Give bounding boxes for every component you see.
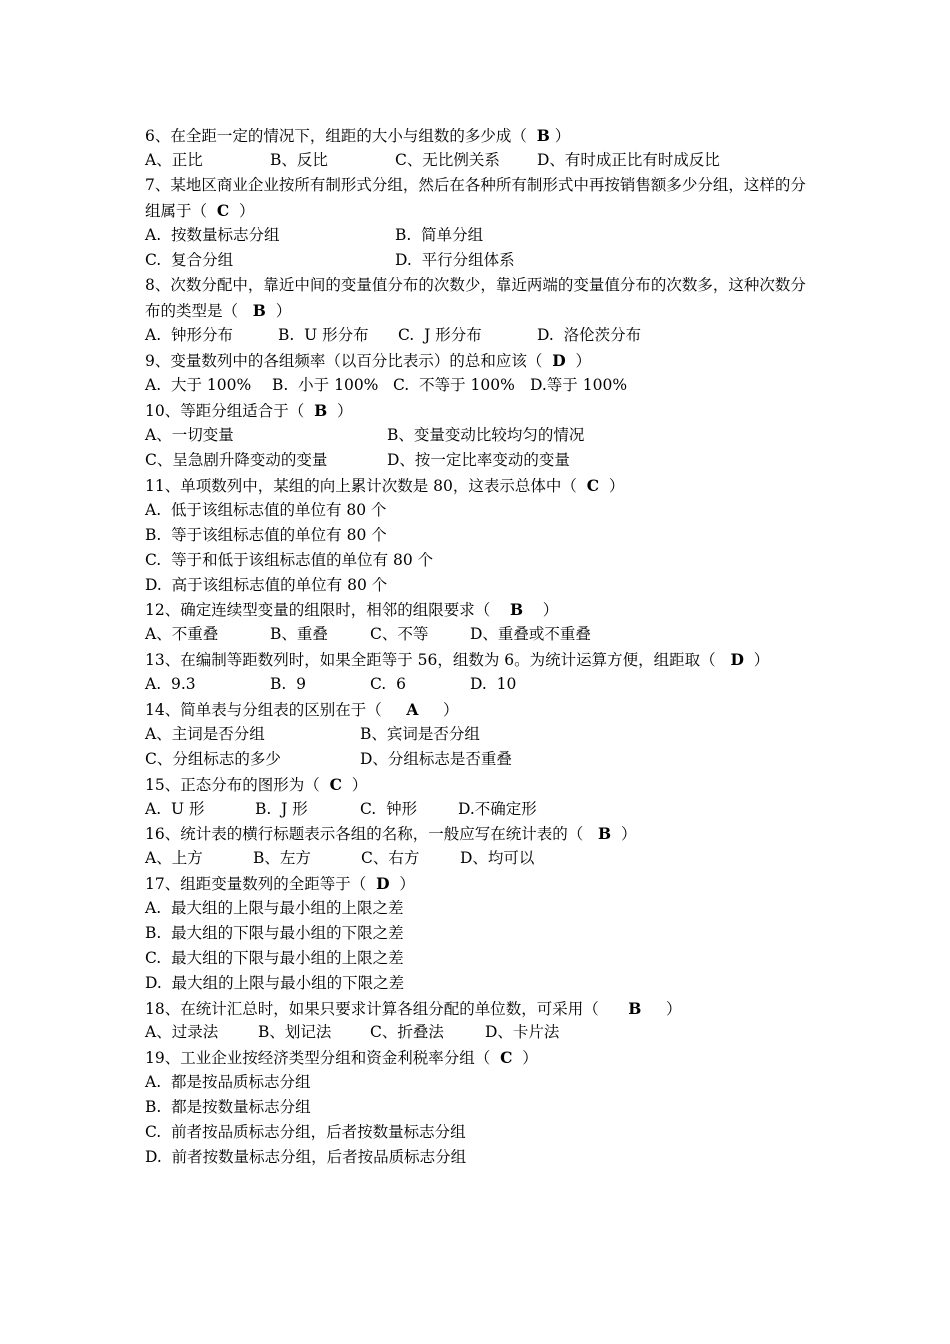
question-text-end: ） (265, 302, 292, 320)
question-text: 18、在统计汇总时，如果只要求计算各组分配的单位数，可采用（ (145, 1000, 629, 1018)
answer-letter: C (329, 775, 342, 794)
option-b: B. 等于该组标志值的单位有 80 个 (145, 526, 387, 544)
question-17 (145, 871, 815, 897)
options-row (145, 373, 825, 398)
option-d: D. 平行分组体系 (395, 251, 515, 269)
option-d: D、分组标志是否重叠 (360, 750, 512, 768)
options-row (145, 921, 825, 946)
answer-letter: A (406, 700, 419, 719)
question-text-end: ） (599, 477, 625, 495)
question-text: 10、等距分组适合于（ (145, 402, 315, 420)
question-text: 19、工业企业按经济类型分组和资金利税率分组（ (145, 1049, 501, 1067)
question-text-end: ） (611, 825, 637, 843)
option-c: C、不等 (370, 625, 429, 643)
option-c: C、呈急剧升降变动的变量 (145, 451, 328, 469)
question-text: 14、简单表与分组表的区别在于（ (145, 701, 407, 719)
option-b: B、宾词是否分组 (360, 725, 480, 743)
option-d: D、均可以 (460, 849, 535, 867)
question-11 (145, 473, 815, 499)
option-c: C. 6 (370, 675, 406, 693)
answer-letter: C (586, 476, 600, 495)
option-d: D.等于 100% (530, 376, 628, 394)
answer-letter: C (216, 201, 230, 220)
answer-letter: B (536, 126, 550, 145)
option-b: B. U 形分布 (278, 326, 369, 344)
question-text: 12、确定连续型变量的组限时，相邻的组限要求（ (145, 601, 510, 619)
option-a: A. 最大组的上限与最小组的上限之差 (145, 899, 404, 917)
question-10 (145, 398, 815, 424)
option-a: A、主词是否分组 (145, 725, 265, 743)
options-row (145, 1020, 825, 1045)
question-text: 11、单项数列中，某组的向上累计次数是 80，这表示总体中（ (145, 477, 587, 495)
question-text-end: ） (229, 202, 255, 220)
question-12 (145, 597, 815, 623)
options-row (145, 323, 825, 348)
option-a: A、过录法 (145, 1023, 219, 1041)
options-row (145, 573, 825, 598)
option-c: C. 最大组的下限与最小组的上限之差 (145, 949, 404, 967)
option-b: B. 小于 100% (272, 376, 379, 394)
options-row (145, 672, 825, 697)
question-text-end: ） (389, 875, 415, 893)
question-6 (145, 123, 815, 149)
option-b: B、反比 (270, 151, 328, 169)
options-row (145, 148, 825, 173)
question-text-end: ） (743, 651, 770, 669)
option-a: A. 大于 100% (145, 376, 252, 394)
option-b: B. 简单分组 (395, 226, 484, 244)
option-b: B. J 形 (255, 800, 308, 818)
question-text-end: ） (549, 127, 571, 145)
option-d: D. 高于该组标志值的单位有 80 个 (145, 576, 388, 594)
option-c: C. 钟形 (360, 800, 418, 818)
option-c: C. 等于和低于该组标志值的单位有 80 个 (145, 551, 434, 569)
option-a: A. U 形 (145, 800, 205, 818)
options-row (145, 448, 825, 473)
question-18 (145, 996, 815, 1022)
question-19 (145, 1045, 815, 1071)
option-a: A. 都是按品质标志分组 (145, 1073, 311, 1091)
options-row (145, 1120, 825, 1145)
option-c: C、无比例关系 (395, 151, 500, 169)
question-7 (145, 173, 810, 224)
answer-letter: B (252, 301, 266, 320)
answer-letter: C (500, 1048, 513, 1067)
options-row (145, 498, 825, 523)
options-row (145, 622, 825, 647)
question-15 (145, 772, 815, 798)
answer-letter: B (628, 999, 642, 1018)
options-row (145, 722, 825, 747)
option-d: D、重叠或不重叠 (470, 625, 591, 643)
option-c: C. 不等于 100% (393, 376, 515, 394)
option-c: C、右方 (361, 849, 420, 867)
question-text-end: ） (418, 701, 459, 719)
answer-letter: B (509, 600, 524, 619)
option-a: A. 低于该组标志值的单位有 80 个 (145, 501, 387, 519)
option-b: B、划记法 (258, 1023, 332, 1041)
question-text: 7、某地区商业企业按所有制形式分组，然后在各种所有制形式中再按销售额多少分组，这样的分组属于（ (145, 176, 806, 220)
question-text: 6、在全距一定的情况下，组距的大小与组数的多少成（ (145, 127, 537, 145)
question-text: 17、组距变量数列的全距等于（ (145, 875, 377, 893)
question-text-end: ） (565, 352, 592, 370)
option-d: D、有时成正比有时成反比 (537, 151, 720, 169)
options-row (145, 1095, 825, 1120)
options-row (145, 797, 825, 822)
option-c: C. J 形分布 (398, 326, 482, 344)
options-row (145, 1070, 825, 1095)
options-row (145, 971, 825, 996)
options-row (145, 423, 825, 448)
question-text-end: ） (641, 1000, 682, 1018)
question-8 (145, 273, 810, 324)
option-a: A. 按数量标志分组 (145, 226, 280, 244)
question-13 (145, 647, 815, 673)
question-text-end: ） (512, 1049, 538, 1067)
options-row (145, 1145, 825, 1170)
options-row (145, 846, 825, 871)
option-b: B. 最大组的下限与最小组的下限之差 (145, 924, 404, 942)
question-text: 9、变量数列中的各组频率（以百分比表示）的总和应该（ (145, 352, 553, 370)
options-row (145, 896, 825, 921)
option-c: C. 复合分组 (145, 251, 234, 269)
option-a: A. 钟形分布 (145, 326, 233, 344)
option-c: C. 前者按品质标志分组，后者按数量标志分组 (145, 1123, 466, 1141)
question-text-end: ） (523, 601, 559, 619)
option-a: A、上方 (145, 849, 203, 867)
question-text-end: ） (327, 402, 353, 420)
options-row (145, 747, 825, 772)
option-b: B. 都是按数量标志分组 (145, 1098, 311, 1116)
options-row (145, 548, 825, 573)
answer-letter: D (376, 874, 390, 893)
option-d: D. 洛伦茨分布 (537, 326, 642, 344)
options-row (145, 248, 825, 273)
option-b: B、变量变动比较均匀的情况 (387, 426, 585, 444)
answer-letter: B (314, 401, 328, 420)
answer-letter: D (730, 650, 744, 669)
question-16 (145, 821, 815, 847)
option-c: C、折叠法 (370, 1023, 444, 1041)
option-d: D、卡片法 (485, 1023, 560, 1041)
option-d: D. 最大组的上限与最小组的下限之差 (145, 974, 405, 992)
question-14 (145, 697, 815, 723)
answer-letter: D (552, 351, 566, 370)
question-text: 8、次数分配中，靠近中间的变量值分布的次数少，靠近两端的变量值分布的次数多，这种次数分布的类型是（ (145, 276, 806, 320)
question-text: 15、正态分布的图形为（ (145, 776, 330, 794)
question-text-end: ） (341, 776, 368, 794)
answer-letter: B (598, 824, 612, 843)
options-row (145, 223, 825, 248)
option-c: C、分组标志的多少 (145, 750, 281, 768)
question-text: 13、在编制等距数列时，如果全距等于 56，组数为 6。为统计运算方便，组距取（ (145, 651, 731, 669)
option-a: A、不重叠 (145, 625, 219, 643)
options-row (145, 946, 825, 971)
option-d: D. 前者按数量标志分组，后者按品质标志分组 (145, 1148, 467, 1166)
options-row (145, 523, 825, 548)
option-d: D. 10 (470, 675, 517, 693)
option-b: B、重叠 (270, 625, 328, 643)
option-d: D、按一定比率变动的变量 (387, 451, 570, 469)
option-a: A、一切变量 (145, 426, 234, 444)
question-text: 16、统计表的横行标题表示各组的名称，一般应写在统计表的（ (145, 825, 599, 843)
option-b: B、左方 (253, 849, 311, 867)
option-b: B. 9 (270, 675, 307, 693)
option-a: A. 9.3 (145, 675, 196, 693)
question-9 (145, 348, 815, 374)
option-a: A、正比 (145, 151, 203, 169)
option-d: D.不确定形 (458, 800, 537, 818)
